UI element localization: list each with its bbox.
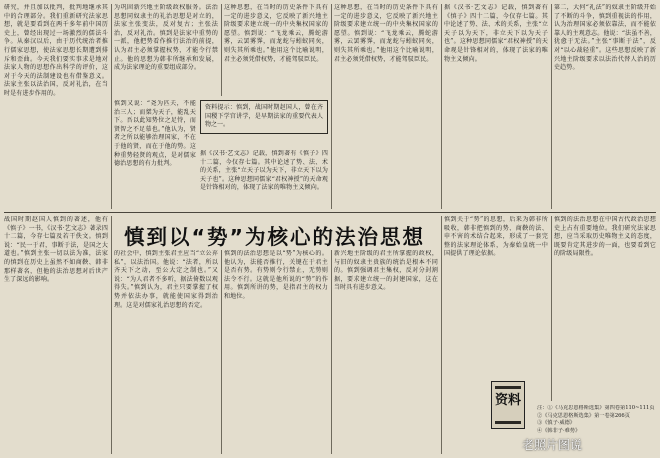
article-column-bottom-5: 慎到关于“势”的思想，后来为韩非所吸收，韩非把慎到的势、商鞅的法、申不害的术结合起来，形成了一套完整的法家理论体系，为秦始皇统一中国提供了理论依据。 [444, 216, 548, 258]
watermark-text: 老照片图说 [522, 438, 583, 452]
footnote: 注：①《马克思恩格斯选集》第四卷第110~111页 [537, 405, 655, 411]
article-column-top-5: 据《汉书·艺文志》记载，慎到著有《慎子》四十二篇，今仅存七篇。其中论述了势、法、术的关系，主张“立天子以为天下，非立天下以为天子也”。这种思想同儒家“君权神授”的天命观是针锋相对的，体现了法家的唯物主义倾向。 [444, 4, 548, 63]
column-divider [441, 4, 442, 209]
article-column-bottom-1: 战国时期赵国人慎到的著述，他有《慎子》一书，《汉书·艺文志》著录四十二篇，今存七篇及若干佚文。慎到说：“民一于君，事断于法，是国之大道也。”慎到主张一切以法为准，法家的慎到在历史上虽然不如商鞅、韩非那样著名，但他的法治思想对后世产生了深远的影响。 [4, 216, 108, 284]
reference-stamp [491, 381, 525, 429]
footnotes [537, 405, 659, 435]
article-column-top-1: 研究，并且加以批判，批判地继承其中的合理部分。我们重新研究法家思想，就是要看到在两千多年前中国历史上，曾经出现过一场激烈的儒法斗争。从秦汉以后，由于历代统治者推行儒家思想，使法家思想长期遭到排斥和歪曲。今天我们要实事求是地对法家人物的思想作出科学的评价，这对于今天的法制建设也有借鉴意义。法家主张以法治国，反对礼治，在当时是有进步作用的。 [4, 4, 108, 97]
column-divider [221, 250, 222, 454]
column-divider [111, 4, 112, 209]
column-divider [551, 4, 552, 209]
article-column-top-6: 第二，大何“礼法”的奴隶主阶级开始了不断的斗争，慎到重视法的作用，认为治理国家必须依靠法，而不能依靠人的主观意志。他说：“法虽不善，犹愈于无法。”主张“事断于法”，反对“以心裁轻重”。这些思想反映了新兴地主阶级要求以法治代替人治的历史趋势。 [554, 4, 656, 72]
column-divider [221, 4, 222, 96]
stamp-label: 资料 [494, 393, 521, 408]
column-divider [111, 216, 112, 454]
stamp-bar [495, 386, 521, 389]
article-column-bottom-6: 慎到的法治思想在中国古代政治思想史上占有重要地位。我们研究法家思想，应当采取历史唯物主义的态度，既要肯定其进步的一面，也要看到它的阶级局限性。 [554, 216, 656, 258]
sidebar-note-box: 资料提示：慎到，战国时期赵国人，曾在齐国稷下学宫讲学，是早期法家的重要代表人物之一。 [200, 100, 328, 134]
column-divider [441, 216, 442, 454]
footnote: ②《马克思恩格斯选集》第一卷第266页 [537, 412, 630, 419]
footnote: ③《慎子·威德》 [537, 420, 575, 427]
article-column-top-4: 这种思想，在当时的历史条件下具有一定的进步意义，它反映了新兴地主阶级要求建立统一的中央集权国家的愿望。慎到说：“飞龙乘云，腾蛇游雾，云罢雾霁，而龙蛇与蚓蚁同矣，则失其所乘也。”他用这个比喻说明，君主必须凭借权势，才能驾驭臣民。 [334, 4, 438, 63]
article-column-bottom-4: 新兴地主阶级的君主所掌握的政权，与旧的奴隶主贵族的统治是根本不同的。慎到强调君主集权，反对分封割据，要求建立统一的封建国家，这在当时具有进步意义。 [334, 250, 438, 292]
column-divider [331, 250, 332, 454]
column-divider [551, 216, 552, 401]
article-column-top-2: 为巩固新兴地主阶级政权服务。法治思想同奴隶主的礼治思想是对立的，法家主张变法，反对复古；主张法治，反对礼治。慎到是法家中重势的一派，他把势看作推行法治的前提，认为君主必须掌握权势，才能令行禁止。他的思想为韩非所继承和发展，成为法家理论的重要组成部分。 [114, 4, 218, 72]
article-column-top-3b: 据《汉书·艺文志》记载，慎到著有《慎子》四十二篇，今仅存七篇。其中论述了势、法、术的关系，主张“立天子以为天下，非立天下以为天子也”。这种思想同儒家“君权神授”的天命观是针锋相对的，体现了法家的唯物主义倾向。 [200, 150, 328, 192]
stamp-bar [495, 421, 521, 424]
article-column-top-2b: 慎到又说：“尧为匹夫，不能治三人；而桀为天子，能乱天下。吾以此知势位之足恃，而贤智之不足慕也。”他认为，贤者之所以能够治理国家，不在于他的贤，而在于他的势。这种重势轻贤的观点，是对儒家德治思想的有力批判。 [114, 100, 196, 168]
article-column-top-3: 这种思想，在当时的历史条件下具有一定的进步意义，它反映了新兴地主阶级要求建立统一的中央集权国家的愿望。慎到说：“飞龙乘云，腾蛇游雾，云罢雾霁，而龙蛇与蚓蚁同矣，则失其所乘也。”他用这个比喻说明，君主必须凭借权势，才能驾驭臣民。 [224, 4, 328, 63]
column-divider [331, 4, 332, 209]
section-divider [4, 212, 656, 213]
article-headline: 慎到以“势”为核心的法治思想 [124, 225, 425, 249]
article-column-bottom-3: 慎到的法治思想是以“势”为核心的。他认为，法能否推行，关键在于君主是否有势。有势则令行禁止，无势则法令不行。这就是他所说的“势”的作用。慎到所讲的势，是指君主的权力和地位。 [224, 250, 328, 300]
footnote: ④《韩非子·难势》 [537, 427, 581, 434]
article-column-bottom-2: 的社会中，慎到主张君主应当“立公弃私”，以法治国。他说：“法者，所以齐天下之动，至公大定之制也。”又说：“为人君者不多听，据法倚数以观得失。”慎到认为，君主只要掌握了权势并依法办事，就能使国家得到治理。这是对儒家礼治思想的否定。 [114, 250, 218, 309]
